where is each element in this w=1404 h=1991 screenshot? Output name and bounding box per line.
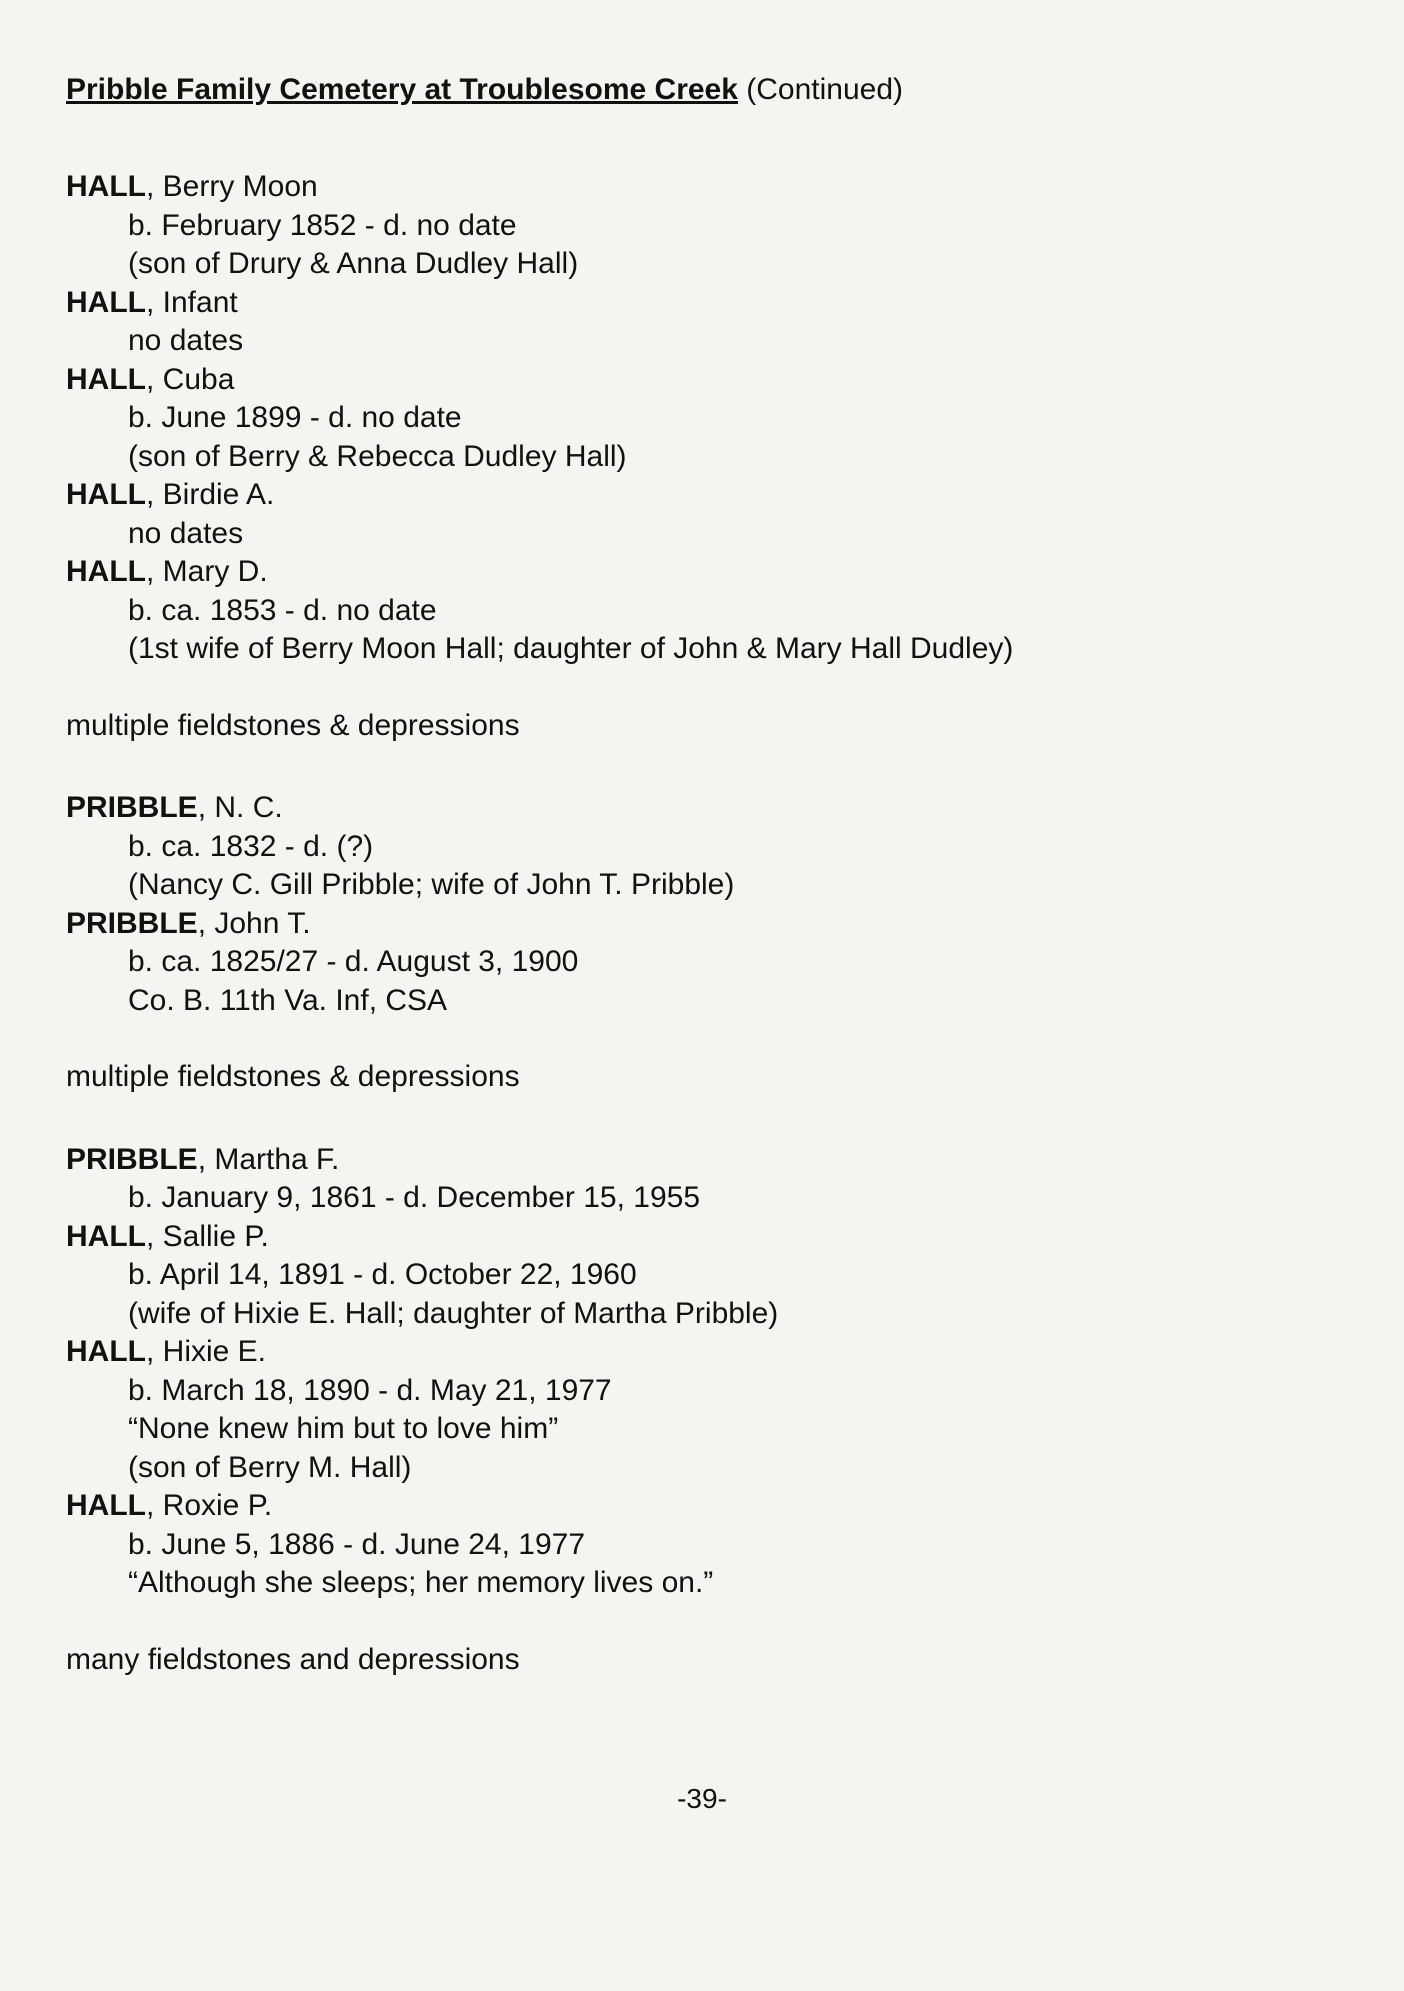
burial-detail: Co. B. 11th Va. Inf, CSA	[128, 983, 448, 1017]
given-name: , Birdie A.	[145, 478, 275, 511]
given-name: , Hixie E.	[145, 1335, 267, 1368]
burial-detail: b. ca. 1832 - d. (?)	[128, 829, 374, 863]
burial-entries	[66, 168, 1326, 1717]
burial-detail: (son of Berry M. Hall)	[128, 1450, 412, 1484]
surname: HALL	[66, 478, 146, 511]
surname: HALL	[66, 362, 146, 396]
surname: PRIBBLE	[66, 1142, 198, 1176]
page-number: -39-	[677, 1783, 727, 1814]
surname: HALL	[66, 1489, 146, 1522]
burial-detail: b. March 18, 1890 - d. May 21, 1977	[128, 1373, 612, 1407]
burial-detail: b. June 5, 1886 - d. June 24, 1977	[128, 1527, 586, 1561]
given-name: , Berry Moon	[145, 170, 318, 203]
burial-name	[66, 361, 1326, 400]
surname: HALL	[66, 285, 146, 319]
burial-name	[66, 789, 1326, 828]
burial-detail: b. February 1852 - d. no date	[128, 208, 517, 242]
burial-name	[66, 553, 1326, 592]
given-name: , Roxie P.	[145, 1489, 273, 1522]
burial-detail: “None knew him but to love him”	[128, 1412, 559, 1445]
given-name: , John T.	[197, 906, 311, 940]
surname: PRIBBLE	[66, 791, 198, 824]
burial-detail: no dates	[128, 324, 244, 357]
burial-detail: b. January 9, 1861 - d. December 15, 1955	[128, 1181, 701, 1214]
given-name: , N. C.	[197, 791, 283, 824]
fieldstone-note: multiple fieldstones & depressions	[66, 1060, 520, 1093]
burial-detail: (1st wife of Berry Moon Hall; daughter of John & Mary Hall Dudley)	[128, 632, 1014, 665]
burial-name	[66, 905, 1326, 944]
burial-detail: (son of Drury & Anna Dudley Hall)	[128, 247, 579, 280]
fieldstone-note: multiple fieldstones & depressions	[66, 708, 520, 742]
burial-detail: “Although she sleeps; her memory lives on.”	[128, 1566, 714, 1599]
burial-detail: (son of Berry & Rebecca Dudley Hall)	[128, 439, 627, 473]
burial-detail: b. June 1899 - d. no date	[128, 401, 462, 434]
surname: HALL	[66, 1335, 146, 1368]
fieldstone-note: many fieldstones and depressions	[66, 1642, 520, 1676]
burial-detail: b. April 14, 1891 - d. October 22, 1960	[128, 1258, 637, 1291]
given-name: , Martha F.	[197, 1142, 340, 1176]
burial-detail: b. ca. 1853 - d. no date	[128, 593, 437, 627]
burial-detail: (Nancy C. Gill Pribble; wife of John T. Pribble)	[128, 868, 735, 901]
burial-detail: (wife of Hixie E. Hall; daughter of Martha Pribble)	[128, 1296, 779, 1330]
surname: PRIBBLE	[66, 906, 198, 940]
burial-name	[66, 168, 1326, 207]
burial-name	[66, 1333, 1326, 1372]
burial-name	[66, 476, 1326, 515]
surname: HALL	[66, 555, 146, 588]
given-name: , Sallie P.	[145, 1219, 269, 1253]
given-name: , Mary D.	[145, 555, 268, 588]
page-heading	[66, 72, 903, 108]
given-name: , Infant	[145, 285, 238, 319]
burial-detail: b. ca. 1825/27 - d. August 3, 1900	[128, 945, 579, 978]
burial-name	[66, 1487, 1326, 1526]
burial-name	[66, 1141, 1326, 1180]
surname: HALL	[66, 1219, 146, 1253]
burial-name	[66, 284, 1326, 323]
continued-label: (Continued)	[746, 73, 904, 106]
burial-detail: no dates	[128, 516, 244, 550]
given-name: , Cuba	[145, 362, 235, 396]
surname: HALL	[66, 170, 146, 203]
burial-name	[66, 1218, 1326, 1257]
cemetery-title: Pribble Family Cemetery at Troublesome Creek	[66, 73, 738, 106]
